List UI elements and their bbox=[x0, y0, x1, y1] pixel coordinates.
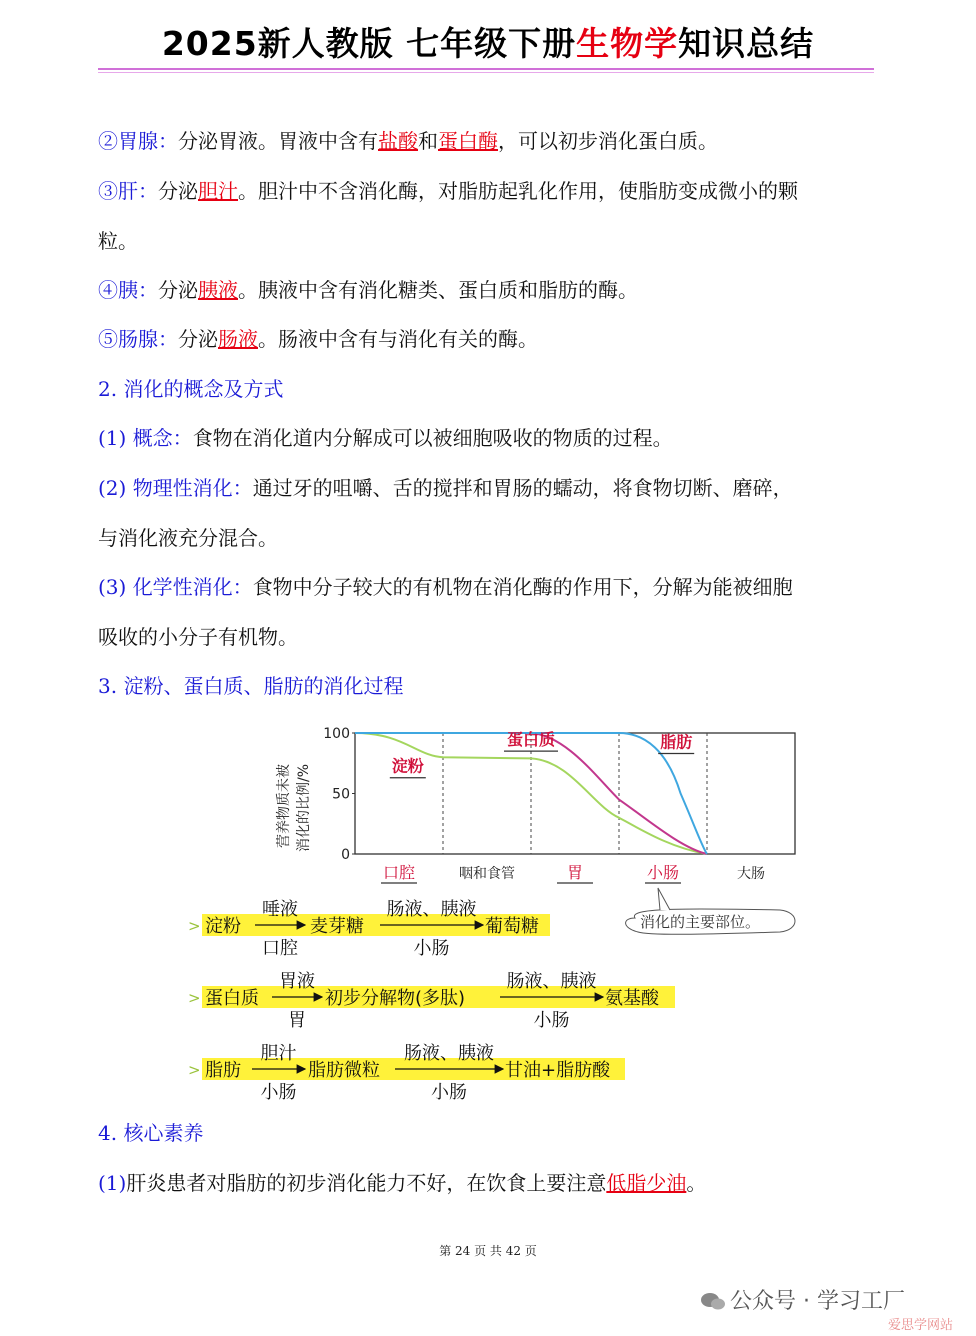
flow-enzyme: 肠液、胰液 bbox=[386, 899, 477, 920]
y-tick-label: 0 bbox=[341, 847, 350, 863]
y-axis-label-1: 营养物质未被 bbox=[276, 764, 292, 848]
flow-site: 胃 bbox=[288, 1010, 306, 1031]
series-label: 蛋白质 bbox=[506, 730, 556, 750]
page-number: 第 24 页 共 42 页 bbox=[439, 1244, 537, 1258]
flow-enzyme: 肠液、胰液 bbox=[506, 971, 597, 992]
flow-site: 小肠 bbox=[533, 1010, 570, 1031]
flow-site: 小肠 bbox=[431, 1082, 467, 1103]
flow-site: 小肠 bbox=[413, 938, 450, 959]
line-core-1: (1)肝炎患者对脂肪的初步消化能力不好，在饮食上要注意低脂少油。 bbox=[98, 1171, 707, 1195]
flow-product: 葡萄糖 bbox=[485, 916, 539, 937]
page-title: 2025新人教版 七年级下册生物学知识总结 bbox=[161, 24, 815, 63]
x-categories bbox=[381, 863, 765, 883]
line-liver: ③肝：分泌胆汁。胆汁中不含消化酶，对脂肪起乳化作用，使脂肪变成微小的颗 粒。 bbox=[98, 179, 798, 253]
flow-intermediate: 初步分解物(多肽) bbox=[325, 988, 466, 1009]
y-axis-label-2: 消化的比例/% bbox=[296, 763, 312, 852]
series-label: 淀粉 bbox=[391, 756, 424, 776]
series-labels bbox=[390, 730, 694, 778]
line-concept: (1) 概念：食物在消化道内分解成可以被细胞吸收的物质的过程。 bbox=[98, 426, 673, 450]
flow-bullet-icon: > bbox=[188, 917, 201, 935]
y-tick-label: 100 bbox=[323, 726, 350, 742]
y-ticks bbox=[323, 726, 355, 863]
x-category-label: 胃 bbox=[566, 863, 584, 882]
x-category-label: 咽和食管 bbox=[459, 866, 515, 882]
flow-intermediate: 脂肪微粒 bbox=[308, 1060, 380, 1081]
watermark: 公众号 · 学习工厂 bbox=[700, 1284, 905, 1315]
wechat-icon bbox=[700, 1291, 726, 1311]
title-rule bbox=[98, 68, 874, 70]
line-intestinal-gland: ⑤肠腺：分泌肠液。肠液中含有与消化有关的酶。 bbox=[98, 327, 538, 351]
flow-site: 小肠 bbox=[260, 1082, 297, 1103]
heading-core-literacy: 4. 核心素养 bbox=[98, 1121, 204, 1145]
x-category-label: 小肠 bbox=[646, 863, 680, 882]
flow-substrate: 蛋白质 bbox=[205, 988, 259, 1009]
flow-enzyme: 胆汁 bbox=[260, 1043, 297, 1064]
line-pancreas: ④胰：分泌胰液。胰液中含有消化糖类、蛋白质和脂肪的酶。 bbox=[98, 278, 638, 302]
flow-enzyme: 唾液 bbox=[262, 899, 298, 920]
digestion-flows bbox=[180, 895, 700, 1110]
heading-digestion-concept: 2. 消化的概念及方式 bbox=[98, 377, 284, 401]
x-category-label: 口腔 bbox=[382, 863, 416, 882]
flow-enzyme: 胃液 bbox=[279, 971, 315, 992]
title-rule-thin bbox=[98, 72, 874, 73]
flow-substrate: 脂肪 bbox=[205, 1060, 241, 1081]
flow-product: 氨基酸 bbox=[605, 988, 659, 1009]
site-watermark: 爱思学网站 bbox=[888, 1318, 954, 1333]
flow-substrate: 淀粉 bbox=[205, 916, 241, 937]
y-tick-label: 50 bbox=[332, 786, 350, 803]
annotation-text: 消化的主要部位。 bbox=[640, 913, 761, 931]
heading-digestion-process: 3. 淀粉、蛋白质、脂肪的消化过程 bbox=[98, 674, 404, 698]
line-physical-digestion: (2) 物理性消化：通过牙的咀嚼、舌的搅拌和胃肠的蠕动，将食物切断、磨碎， 与消化液充分混合。 bbox=[98, 476, 793, 550]
flow-bullet-icon: > bbox=[188, 1061, 201, 1079]
x-category-label: 大肠 bbox=[737, 866, 765, 882]
flow-bullet-icon: > bbox=[188, 989, 201, 1007]
series-label: 脂肪 bbox=[660, 732, 693, 752]
flow-enzyme: 肠液、胰液 bbox=[404, 1043, 494, 1064]
flow-intermediate: 麦芽糖 bbox=[310, 916, 364, 937]
line-chemical-digestion: (3) 化学性消化：食物中分子较大的有机物在消化酶的作用下，分解为能被细胞 吸收的小分子有机物。 bbox=[98, 575, 793, 649]
flow-product: 甘油+脂肪酸 bbox=[505, 1060, 611, 1081]
flow-site: 口腔 bbox=[262, 938, 298, 959]
line-gastric-gland: ②胃腺：分泌胃液。胃液中含有盐酸和蛋白酶，可以初步消化蛋白质。 bbox=[98, 129, 718, 153]
